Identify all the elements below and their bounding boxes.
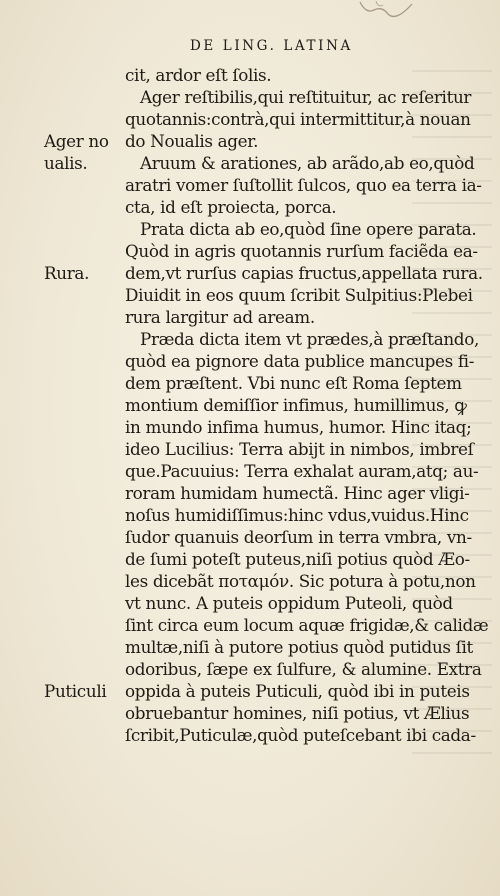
text-line: rura largitur ad aream. (125, 307, 315, 327)
margin-note-novalis-cont: ualis. (44, 153, 88, 173)
text-line: quòd ea pignore data publice mancupes fi- (125, 351, 475, 371)
text-line: montium demiſſior infimus, humillimus, ꝙ (125, 395, 467, 415)
text-line: les dicebãt ποταμόν. Sic potura à potu,non (125, 571, 476, 591)
text-line: Aruum & arationes, ab arãdo,ab eo,quòd (140, 153, 475, 173)
text-line: vt nunc. A puteis oppidum Puteoli, quòd (125, 593, 453, 613)
text-line: Præda dicta item vt prædes,à præſtando, (140, 329, 479, 349)
text-line: cta, id eſt proiecta, porca. (125, 197, 337, 217)
corner-pen-mark (352, 0, 422, 24)
text-line: oppida à puteis Puticuli, quòd ibi in puteis (125, 681, 470, 701)
margin-note-ager-novalis: Ager no (44, 131, 109, 151)
text-line: aratri vomer ſuſtollit ſulcos, quo ea terra ia- (125, 175, 482, 195)
text-line: ideo Lucilius: Terra abijt in nimbos, imbreſ (125, 439, 474, 459)
running-head: DE LING. LATINA (190, 38, 353, 54)
text-line: quotannis:contrà,qui intermittitur,à nouan (125, 109, 471, 129)
text-line: in mundo infima humus, humor. Hinc itaq; (125, 417, 472, 437)
text-line: Diuidit in eos quum ſcribit Sulpitius:Plebei (125, 285, 473, 305)
text-line: multæ,niſi à putore potius quòd putidus ſit (125, 637, 473, 657)
text-line: cit, ardor eſt ſolis. (125, 65, 272, 85)
text-line: ſcribit,Puticulæ,quòd puteſcebant ibi cada- (125, 725, 476, 745)
margin-note-rura: Rura. (44, 263, 90, 283)
margin-note-puticuli: Puticuli (44, 681, 107, 701)
text-line: Prata dicta ab eo,quòd ſine opere parata. (140, 219, 477, 239)
text-line: de ſumi poteſt puteus,niſi potius quòd Æo- (125, 549, 470, 569)
text-line: que.Pacuuius: Terra exhalat auram,atq; au- (125, 461, 479, 481)
text-line: obruebantur homines, niſi potius, vt Ælius (125, 703, 470, 723)
text-line: roram humidam humectã. Hinc ager vligi- (125, 483, 470, 503)
text-line: dem præſtent. Vbi nunc eſt Roma ſeptem (125, 373, 462, 393)
text-line: Quòd in agris quotannis rurſum faciẽda ea- (125, 241, 478, 261)
text-line: noſus humidiſſimus:hinc vdus,vuidus.Hinc (125, 505, 469, 525)
text-line: do Noualis ager. (125, 131, 259, 151)
text-line: Ager reſtibilis,qui reſtituitur, ac reſeritur (140, 87, 472, 107)
text-line: ſudor quanuis deorſum in terra vmbra, vn- (125, 527, 472, 547)
text-line: dem,vt rurſus capias fructus,appellata rura. (125, 263, 483, 283)
text-line: ſint circa eum locum aquæ frigidæ,& calidæ (125, 615, 489, 635)
text-line: odoribus, ſæpe ex ſulfure, & alumine. Extra (125, 659, 482, 679)
